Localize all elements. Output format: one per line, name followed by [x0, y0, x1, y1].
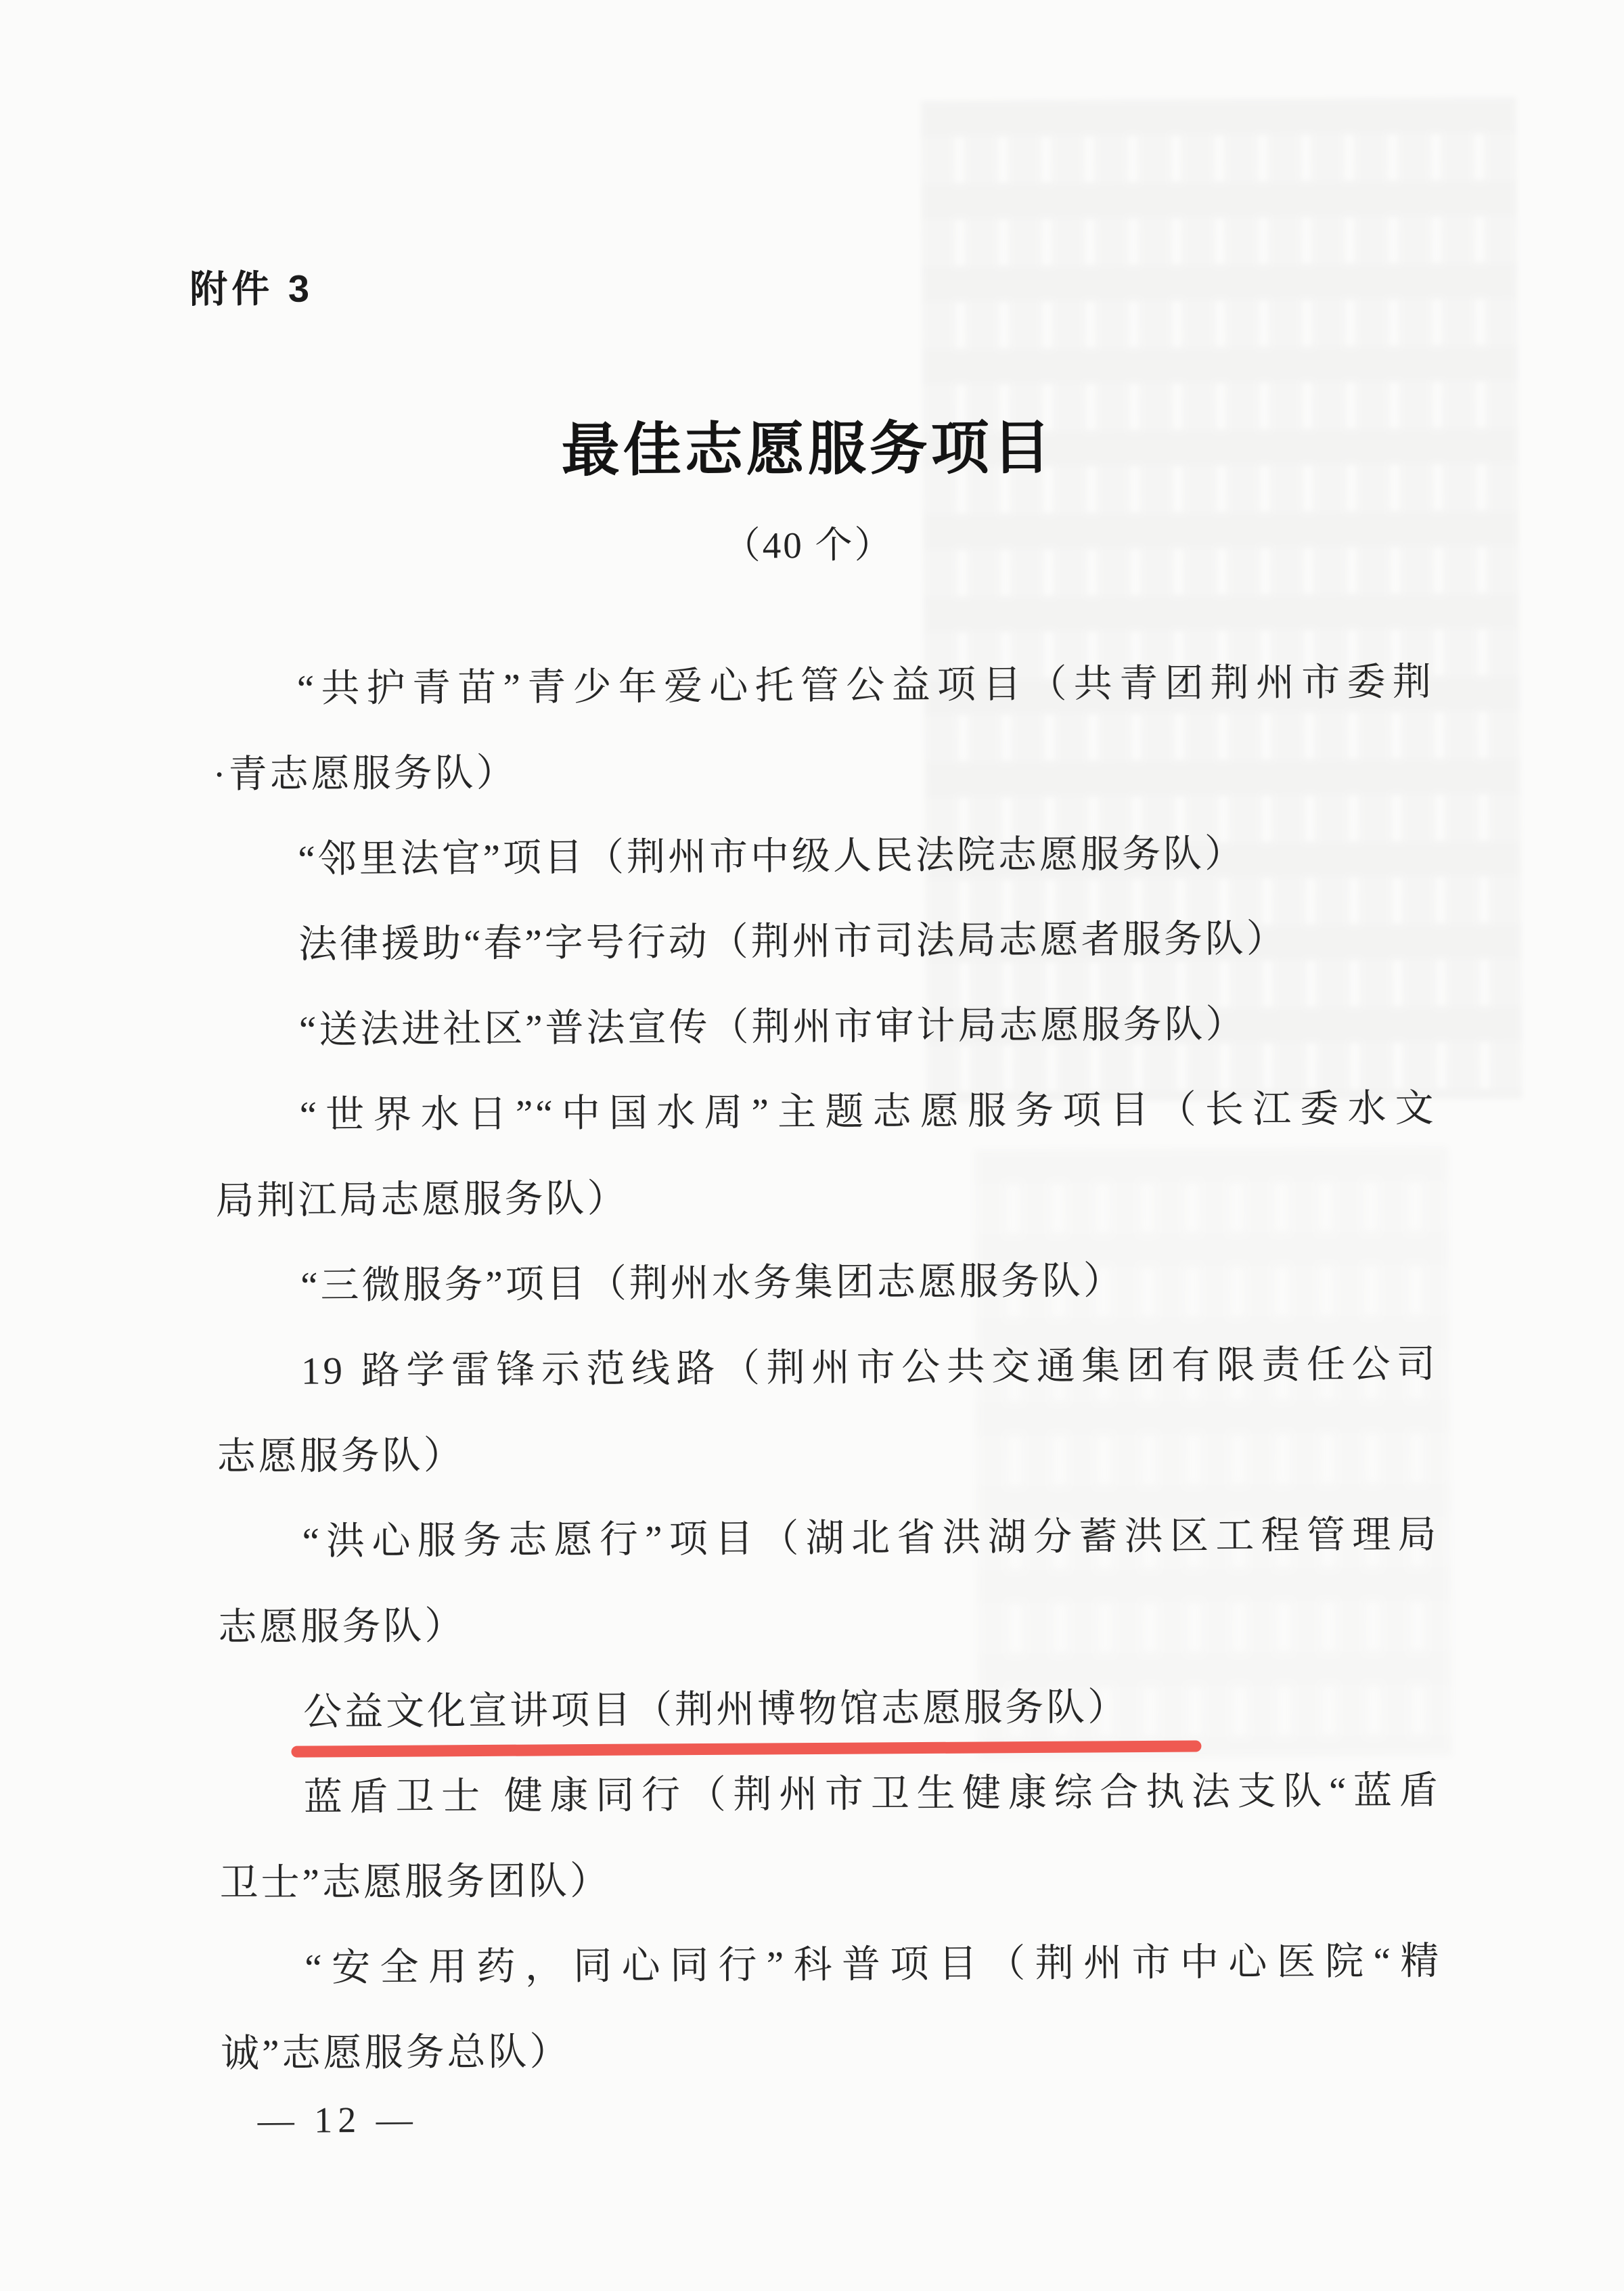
list-line — [217, 1322, 1439, 1415]
list-line-text: 蓝盾卫士 健康同行（荆州市卫生健康综合执法支队“蓝盾 — [303, 1769, 1441, 1819]
project-list — [212, 640, 1443, 2097]
list-line-text: 诚”志愿服务总队） — [221, 2030, 571, 2076]
list-line-text: 19 路学雷锋示范线路（荆州市公共交通集团有限责任公司 — [300, 1343, 1439, 1393]
list-line-text: “邻里法官”项目（荆州市中级人民法院志愿服务队） — [298, 832, 1246, 881]
list-line — [219, 1833, 1441, 1926]
attachment-label: 附件 3 — [189, 267, 314, 311]
list-line-text: “共护青苗”青少年爱心托管公益项目（共青团荆州市委荆 — [296, 661, 1435, 711]
list-line — [214, 895, 1436, 988]
list-line-text: “洪心服务志愿行”项目（湖北省洪湖分蓄洪区工程管理局 — [302, 1513, 1439, 1563]
list-line-text: 志愿服务队） — [218, 1605, 466, 1649]
list-line — [218, 1578, 1440, 1670]
page-number: — 12 — — [257, 2099, 418, 2141]
list-line — [212, 725, 1435, 818]
list-line — [220, 1919, 1442, 2011]
list-line — [219, 1748, 1441, 1841]
list-line — [217, 1407, 1439, 1500]
list-line-text: 志愿服务队） — [217, 1434, 466, 1479]
list-line — [215, 1066, 1437, 1159]
list-line-text: ·青志愿服务队） — [212, 751, 518, 797]
list-line-text: “三微服务”项目（荆州水务集团志愿服务队） — [300, 1260, 1125, 1308]
list-line-text: “安全用药，同心同行”科普项目（荆州市中心医院“精 — [304, 1940, 1442, 1990]
list-line-text: 法律援助“春”字号行动（荆州市司法局志愿者服务队） — [298, 917, 1288, 966]
list-line-text: 卫士”志愿服务团队） — [219, 1859, 612, 1905]
list-line — [215, 1151, 1437, 1244]
list-line-text: 公益文化宣讲项目（荆州博物馆志愿服务队） — [302, 1686, 1129, 1734]
list-line — [213, 810, 1435, 903]
list-line — [212, 640, 1435, 732]
list-line-text: “送法进社区”普法宣传（荆州市审计局志愿服务队） — [298, 1003, 1247, 1052]
list-line-text: “世界水日”“中国水周”主题志愿服务项目（长江委水文 — [299, 1087, 1437, 1137]
list-line — [219, 1663, 1441, 1756]
document-title: 最佳志愿服务项目 — [561, 415, 1055, 484]
list-line — [221, 2004, 1443, 2097]
list-line — [217, 1492, 1439, 1585]
list-line — [215, 981, 1437, 1073]
list-line-text: 局荆江局志愿服务队） — [215, 1177, 629, 1223]
count-label: （40 个） — [723, 524, 894, 566]
list-line — [216, 1237, 1438, 1329]
